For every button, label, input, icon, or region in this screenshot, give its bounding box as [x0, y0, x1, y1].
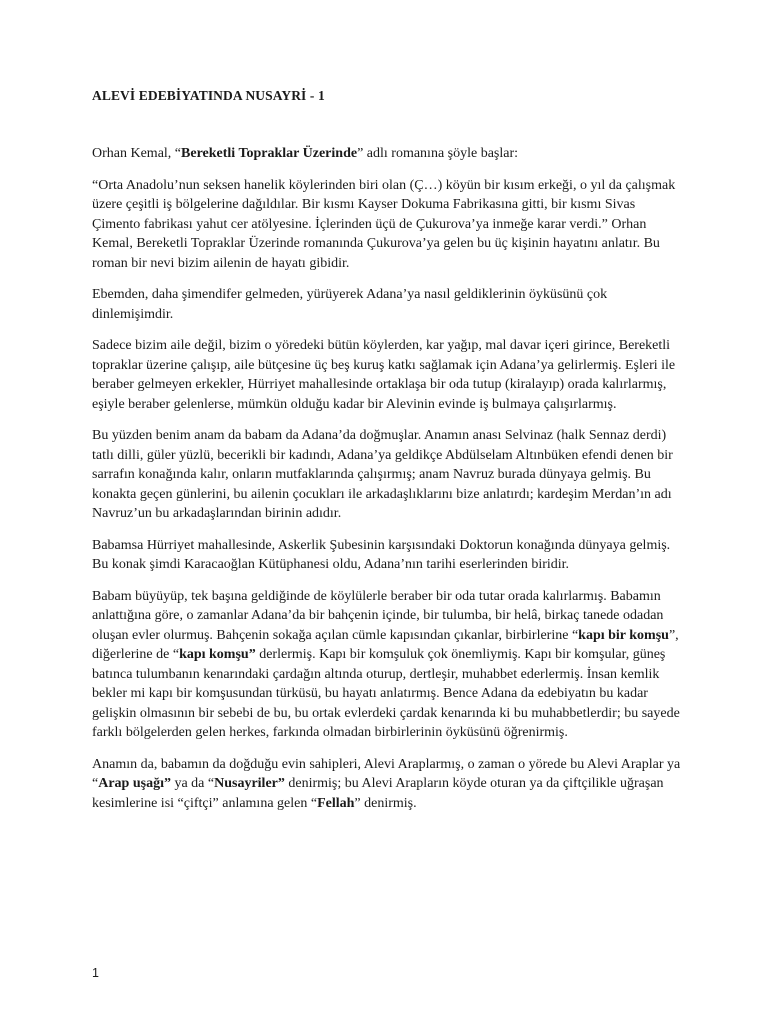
paragraph-grandmother: Ebemden, daha şimendifer gelmeden, yürüyerek Adana’ya nasıl geldiklerinin öyküsünü çok dinlemişimdir. [92, 287, 608, 322]
bold-novel-title: Bereketli Topraklar Üzerinde [181, 146, 358, 161]
bold-term-kapi-bir-komsu: kapı bir komşu [578, 627, 669, 643]
text-run: ” denirmiş. [354, 795, 417, 811]
text-run: denirmiş; bu Alevi Arapların köyde oturan ya da çiftçilikle uğraşan kesimlerine isi “çiftçi” anlamına gelen “ [92, 776, 664, 811]
text-run: Anamın da, babamın da doğduğu evin sahipleri, Alevi Araplarmış, o zaman o yörede bu Alevi Araplar ya “ [92, 756, 681, 791]
paragraph-neighbors [92, 587, 682, 743]
text-run: Babam büyüyüp, tek başına geldiğinde de köylülerle beraber bir oda tutar orada kalırlarmış. Babamın anlattığına göre, o zamanlar Adana’da bir bahçenin içinde, bir tulumba, bir helâ, birkaç tanede odadan oluşan evler olurmuş. Bahçenin sokağa açılan cümle kapısından çıkanlar, birbirlerine “ [92, 588, 664, 643]
paragraph-quote: “Orta Anadolu’nun seksen hanelik köylerinden biri olan (Ç…) köyün bir kısım erkeği, o yıl da çalışmak üzere çeşitli iş bölgelerine dağıldılar. Bir kısmı Kayser Dokuma Fabrikasına gitti, bir kısmı Sivas Çimento fabrikası yahut cer atölyesine. İçlerinden üçü de Çukurova’ya inmeğe karar verdi.” Orhan Kemal, Bereketli Topraklar Üzerinde romanında Çukurova’ya gelen bu üç kişinin hayatını anlatır. Bu roman bir nevi bizim ailenin de hayatı gibidir. [92, 177, 676, 271]
text-run: ” adlı romanına şöyle başlar: [357, 146, 519, 161]
paragraph-nusayri [92, 755, 682, 814]
text-run: derlermiş. Kapı bir komşuluk çok önemliymiş. Kapı bir komşular, güneş batınca tulumbanın kenarındaki çardağın altında oturup, dertleşir, muhabbet ederlermiş. İnsan kemlik bekler mi kapı bir komşusundan türküsü, bu hayatı anlatırmış. Bence Adana da edebiyatın bu kadar gelişkin olmasının bir sebebi de bu, bu ortak evlerdeki çardak kenarında ki bu muhabbetlerdir; bu sayede farklı bölgelerden gelen herkes, farkında olmadan birbirlerinin öyküsünü öğrenirmiş. [92, 647, 680, 740]
paragraph-father-birth: Babamsa Hürriyet mahallesinde, Askerlik Şubesinin karşısındaki Doktorun konağında dünyaya gelmiş. Bu konak şimdi Karacaoğlan Kütüphanesi oldu, Adana’nın tarihi eserlerinden biridir. [92, 537, 671, 572]
bold-term-kapi-komsu: kapı komşu” [179, 647, 256, 662]
text-run: Orhan Kemal, “ [92, 146, 182, 161]
paragraph-intro [92, 144, 682, 164]
document-page [92, 88, 682, 825]
text-run: ya da “ [170, 776, 215, 791]
bold-term-arap-usagi: Arap uşağı” [98, 776, 171, 791]
page-number: 1 [92, 966, 99, 980]
paragraph-parents: Bu yüzden benim anam da babam da Adana’da doğmuşlar. Anamın anası Selvinaz (halk Sennaz derdi) tatlı dilli, güler yüzlü, becerikli bir kadındı, Adana’ya geldikçe Abdülselam Altınbüken efendi denen bir sarrafın konağında kalır, onların mutfaklarında çalışırmış; anam Navruz burada dünyaya gelmiş. Bu konakta geçen günlerini, bu ailenin çocukları ile arkadaşlıklarını bize anlatırdı; kardeşim Merdan’ın adı Navruz’un bu arkadaşlarından birinin adıdır. [92, 428, 673, 521]
text-run: ”, diğerlerine de “ [92, 627, 679, 662]
paragraph-villages: Sadece bizim aile değil, bizim o yöredeki bütün köylerden, kar yağıp, mal davar içeri girince, Bereketli topraklar üzerine çalışıp, aile bütçesine üç beş kuruş katkı sağlamak için Adana’ya gelirlermiş. Eşleri ile beraber gelmeyen erkekler, Hürriyet mahallesinde ortaklaşa bir oda tutup (kiralayıp) orada kalırlarmış, eşiyle beraber gelenlerse, mümkün olduğu kadar bir Alevinin evinde iş bulmaya çalışırlarmış. [92, 338, 676, 412]
document-title: ALEVİ EDEBİYATINDA NUSAYRİ - 1 [92, 88, 325, 103]
bold-term-nusayriler: Nusayriler” [214, 776, 285, 791]
bold-term-fellah: Fellah [317, 795, 355, 811]
